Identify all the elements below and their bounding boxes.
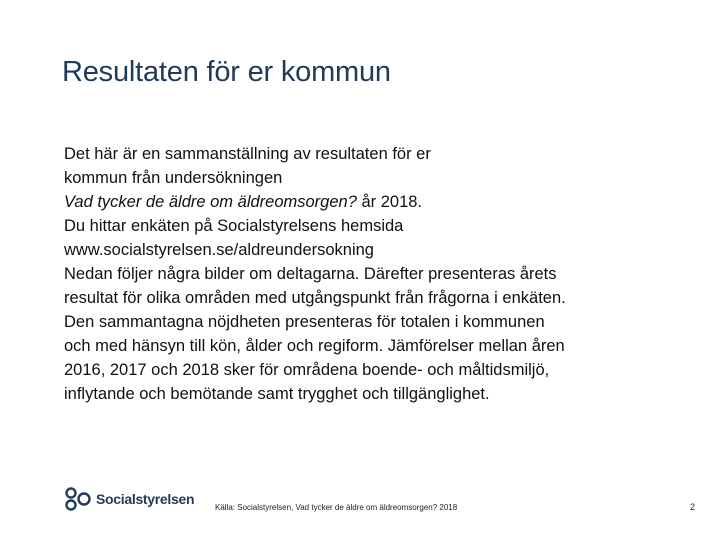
body-line: och med hänsyn till kön, ålder och regiform. Jämförelser mellan åren: [64, 337, 565, 355]
source-note: Källa: Socialstyrelsen, Vad tycker de äldre om äldreomsorgen? 2018: [215, 503, 458, 512]
body-line: Nedan följer några bilder om deltagarna. Därefter presenteras årets: [64, 265, 557, 283]
intro-line-2: kommun från undersökningen: [64, 169, 283, 187]
website-url: www.socialstyrelsen.se/aldreundersokning: [64, 241, 374, 259]
intro-line-1: Det här är en sammanställning av resultaten för er: [64, 145, 431, 163]
survey-year: år 2018.: [356, 193, 423, 211]
logo-mark-icon: [64, 486, 92, 512]
logo-text: Socialstyrelsen: [96, 491, 195, 507]
body-line: Den sammantagna nöjdheten presenteras för totalen i kommunen: [64, 313, 545, 331]
intro-line-4: Du hittar enkäten på Socialstyrelsens hemsida: [64, 217, 404, 235]
body-line: 2016, 2017 och 2018 sker för områdena boende- och måltidsmiljö,: [64, 361, 550, 379]
body-line: inflytande och bemötande samt trygghet och tillgänglighet.: [64, 385, 490, 403]
page-number: 2: [690, 502, 696, 512]
slide-title: Resultaten för er kommun: [62, 56, 391, 88]
socialstyrelsen-logo: [64, 486, 194, 512]
intro-paragraph: [64, 142, 524, 262]
intro-line-3: [64, 190, 524, 214]
body-line: resultat för olika områden med utgångspunkt från frågorna i enkäten.: [64, 289, 566, 307]
survey-name: Vad tycker de äldre om äldreomsorgen?: [64, 193, 357, 211]
body-paragraph: [64, 262, 664, 406]
